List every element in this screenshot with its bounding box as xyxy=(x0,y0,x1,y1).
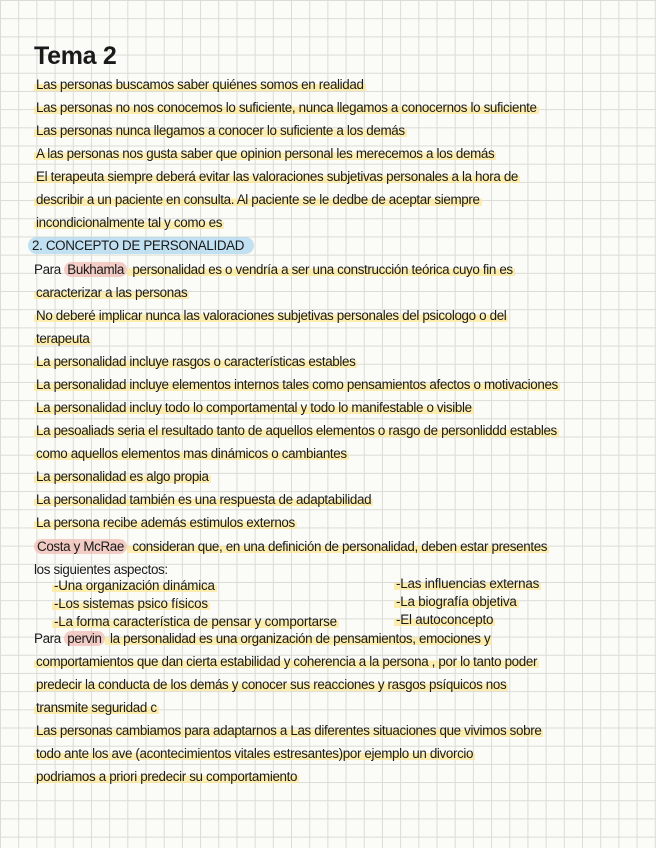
text-line: los siguientes aspectos: xyxy=(34,562,168,577)
text-line: transmite seguridad c xyxy=(36,700,157,715)
author-name: Costa y McRae xyxy=(34,539,127,554)
text-line: Las personas cambiamos para adaptarnos a Las diferentes situaciones que vivimos sobre xyxy=(36,723,542,738)
aspect-item: -Una organización dinámica xyxy=(54,578,215,593)
text-line: como aquellos elementos mas dinámicos o cambiantes xyxy=(36,446,347,461)
text-line: La personalidad incluye elementos internos tales como pensamientos afectos o motivaciones xyxy=(36,377,558,392)
text-line: La personalidad es algo propia xyxy=(36,469,209,484)
author-name: pervin xyxy=(64,631,104,646)
text-line: Las personas nunca llegamos a conocer lo suficiente a los demás xyxy=(36,123,405,138)
section-heading: 2. CONCEPTO DE PERSONALIDAD xyxy=(34,237,254,254)
text-line: La pesoaliads seria el resultado tanto de aquellos elementos o rasgo de personliddd estables xyxy=(36,423,557,438)
text-line: El terapeuta siempre deberá evitar las valoraciones subjetivas personales a la hora de xyxy=(36,169,519,184)
text-line: Las personas buscamos saber quiénes somos en realidad xyxy=(36,77,364,92)
text-line: todo ante los ave (acontecimientos vitales estresantes)por ejemplo un divorcio xyxy=(36,746,474,761)
aspect-item: -La forma característica de pensar y comportarse xyxy=(54,614,337,629)
text-line: Para Bukhamla personalidad es o vendría a ser una construcción teórica cuyo fin es xyxy=(34,262,513,277)
text-line: terapeuta xyxy=(36,331,90,346)
text-line: comportamientos que dan cierta estabilidad y coherencia a la persona , por lo tanto poder xyxy=(36,654,538,669)
author-name: Bukhamla xyxy=(64,262,127,277)
text-line: La personalidad incluye rasgos o características estables xyxy=(36,354,356,369)
text-line: La personalidad incluy todo lo comportamental y todo lo manifestable o visible xyxy=(36,400,472,415)
text-line: describir a un paciente en consulta. Al paciente se le dedbe de aceptar siempre xyxy=(36,192,480,207)
text-line: podriamos a priori predecir su comportamiento xyxy=(36,769,298,784)
page-title: Tema 2 xyxy=(34,42,117,70)
text-line: predecir la conducta de los demás y conocer sus reacciones y rasgos psíquicos nos xyxy=(36,677,507,692)
text-line: La personalidad también es una respuesta de adaptabilidad xyxy=(36,492,372,507)
text-line: La persona recibe además estimulos externos xyxy=(36,515,295,530)
aspect-item: -Los sistemas psico físicos xyxy=(54,596,208,611)
text-line: caracterizar a las personas xyxy=(36,285,188,300)
aspect-item: -El autoconcepto xyxy=(396,612,494,627)
text-line: Costa y McRae consideran que, en una definición de personalidad, deben estar presentes xyxy=(34,538,549,555)
aspect-item: -Las influencias externas xyxy=(396,576,540,591)
text-line: A las personas nos gusta saber que opinion personal les merecemos a los demás xyxy=(36,146,495,161)
text-line: Para pervin la personalidad es una organización de pensamientos, emociones y xyxy=(34,631,491,646)
text-line: incondicionalmente tal y como es xyxy=(36,215,223,230)
text-line: Las personas no nos conocemos lo suficiente, nunca llegamos a conocernos lo suficiente xyxy=(36,100,537,115)
text-line: No deberé implicar nunca las valoraciones subjetivas personales del psicologo o del xyxy=(36,308,507,323)
aspect-item: -La biografía objetiva xyxy=(396,594,517,609)
